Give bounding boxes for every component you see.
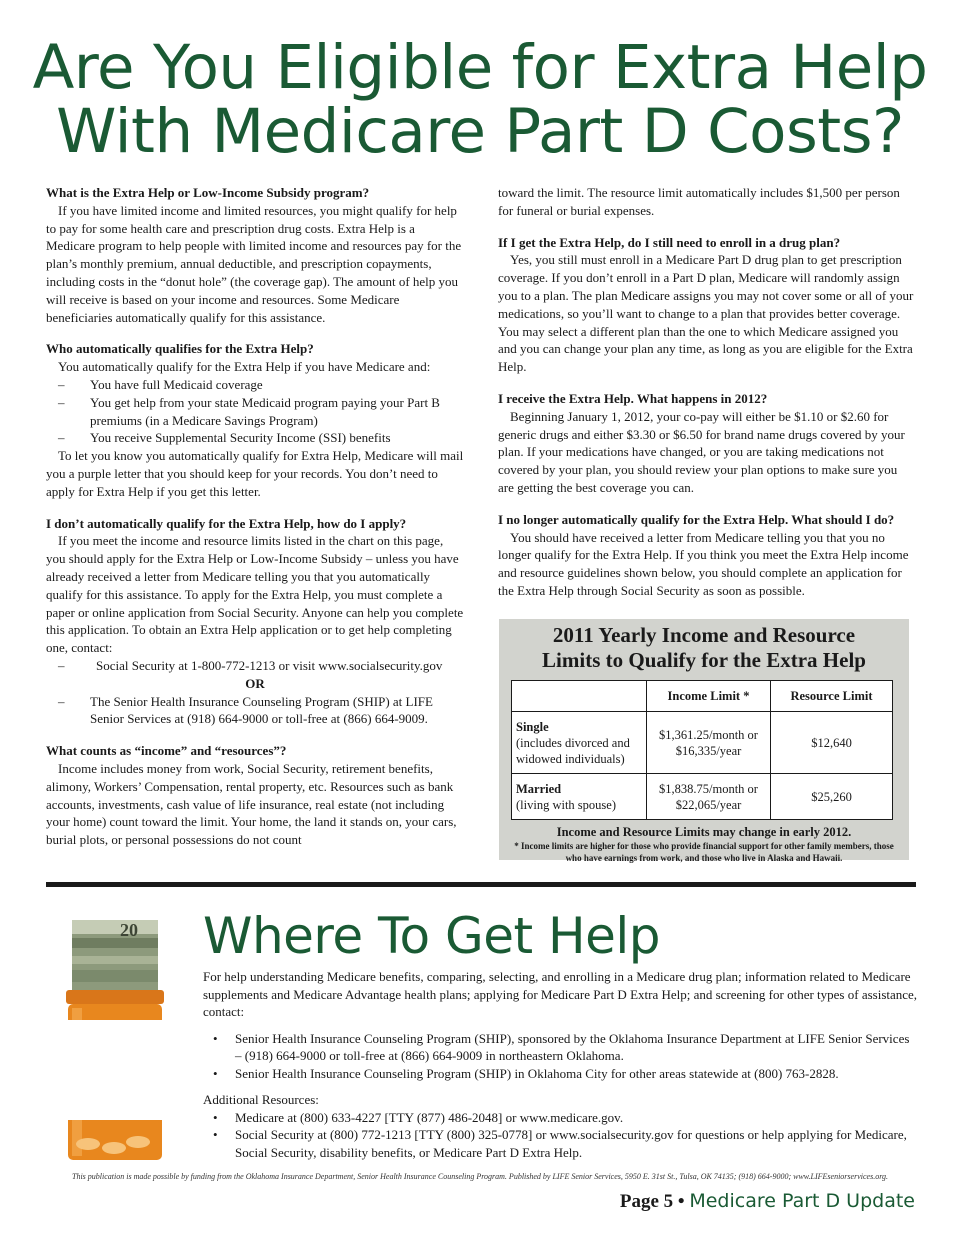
paragraph: If you have limited income and limited resources, you might qualify for help to pay for some health care and prescription drug costs. Extra Help is a Medicare program to help people with limited income and resources pay for the plan’s monthly premium, annual deductible, and prescription copayments, including costs in the “donut hole” (the coverage gap). The amount of help you will receive is based on your income and resources. Some Medicare beneficiaries automatically qualify for this assistance. — [46, 202, 462, 325]
list-item: – The Senior Health Insurance Counseling Program (SHIP) at LIFE Senior Services at (918) 664-9000 or toll-free at (866) 664-9009. — [46, 693, 464, 729]
bottle-rim — [66, 990, 164, 1004]
table-header-income: Income Limit * — [647, 681, 771, 712]
money-band — [72, 956, 158, 964]
page-footer — [620, 1188, 915, 1215]
question-heading: What is the Extra Help or Low-Income Subsidy program? — [46, 185, 370, 200]
publication-credit: This publication is made possible by funding from the Oklahoma Insurance Department, Senior Health Insurance Counseling Program. Published by LIFE Senior Services, 5950 E. 31st St., Tulsa, OK 74135; (918) 664-9000; www.LIFEseniorservices.org. — [72, 1172, 889, 1181]
page-number: Page 5 — [619, 1191, 674, 1212]
bill-denomination: 20 — [120, 920, 138, 940]
list-item: – Social Security at 1-800-772-1213 or visit www.socialsecurity.gov — [46, 657, 464, 675]
question-heading: If I get the Extra Help, do I still need to enroll in a drug plan? — [498, 234, 841, 250]
title-line-1: Are You Eligible for Extra Help — [32, 32, 928, 103]
list-item: – You get help from your state Medicaid program paying your Part B premiums (in a Medicare Savings Program) — [46, 394, 464, 430]
pill — [76, 1138, 100, 1150]
limits-table — [511, 680, 893, 820]
page-title — [0, 32, 960, 167]
question-heading: What counts as “income” and “resources”? — [46, 743, 287, 759]
income-limits-box — [499, 619, 909, 863]
pill — [126, 1136, 150, 1148]
left-column — [46, 184, 464, 849]
limits-title — [511, 623, 897, 673]
or-separator: OR — [245, 675, 265, 691]
row-label — [512, 712, 647, 774]
list-item: – You have full Medicaid coverage — [46, 376, 464, 394]
row-label — [512, 774, 647, 820]
bottle-label — [68, 1020, 162, 1120]
list-item: • Senior Health Insurance Counseling Program (SHIP), sponsored by the Oklahoma Insurance Department at LIFE Senior Services – (918) 664-9000 or toll-free at (866) 664-9009 in northeastern Oklahoma. — [203, 1030, 919, 1065]
income-cell: $1,838.75/month or $22,065/year — [647, 774, 771, 820]
help-intro: For help understanding Medicare benefits, comparing, selecting, and enrolling in a Medicare drug plan; information related to Medicare supplements and Medicare Advantage health plans; applying for Medicare Part D Extra Help; and screening for other types of assistance, contact: — [203, 969, 918, 1019]
question-heading: I no longer automatically qualify for the Extra Help. What should I do? — [498, 511, 895, 527]
resource-cell: $25,260 — [771, 774, 893, 820]
row-label-sub: (living with spouse) — [516, 797, 616, 812]
right-column — [498, 184, 916, 600]
table-header-resource: Resource Limit — [771, 681, 893, 712]
question-heading: Who automatically qualifies for the Extra Help? — [46, 341, 314, 357]
help-contacts-list — [203, 1030, 919, 1083]
income-cell: $1,361.25/month or $16,335/year — [647, 712, 771, 774]
paragraph: If you meet the income and resource limits listed in the chart on this page, you should apply for the Extra Help or Low-Income Subsidy – unless you have already received a letter from Medicare telling you that you automatically qualify for this assistance. To apply for the Extra Help, you must complete a paper or online application from Social Security. Anyone can help you complete this application. To obtain an Extra Help application or to get help completing one, contact: — [46, 533, 464, 656]
money-edge — [72, 920, 158, 934]
pill-bottle-money-image — [58, 916, 168, 1164]
paragraph: You should have received a letter from Medicare telling you that you no longer qualify for the Extra Help. If you think you meet the Extra Help income and resource guidelines shown below, you should complete an application for the Extra Help through Social Security as soon as possible. — [498, 529, 909, 598]
help-section — [203, 968, 919, 1161]
limits-note: Income and Resource Limits may change in early 2012. — [556, 825, 852, 839]
publication-name: Medicare Part D Update — [689, 1190, 915, 1212]
paragraph: You automatically qualify for the Extra Help if you have Medicare and: — [58, 359, 431, 375]
row-label-title: Married — [516, 781, 562, 796]
table-row — [512, 712, 893, 774]
limits-footnote: * Income limits are higher for those who provide financial support for other family members, those who have earnings from work, and those who live in Alaska and Hawaii. — [514, 841, 894, 863]
question-heading: I don’t automatically qualify for the Extra Help, how do I apply? — [46, 515, 407, 531]
where-to-get-help-title: Where To Get Help — [203, 907, 661, 965]
money-band — [72, 938, 158, 948]
paragraph: toward the limit. The resource limit automatically includes $1,500 per person for funeral or burial expenses. — [498, 185, 900, 218]
additional-resources-label: Additional Resources: — [203, 1092, 319, 1107]
table-row — [512, 774, 893, 820]
paragraph: Income includes money from work, Social Security, retirement benefits, alimony, Workers’ Compensation, rental property, etc. Resources such as bank accounts, investments, cash value of life insurance, real estate (not including your home) count toward the limit. Your home, the land it stands on, your cars, burial plots, or personal possessions do not count — [46, 760, 457, 848]
list-item: • Senior Health Insurance Counseling Program (SHIP) in Oklahoma City for other areas statewide at (800) 763-2828. — [203, 1065, 919, 1083]
table-header-empty — [512, 681, 647, 712]
row-label-title: Single — [516, 719, 549, 734]
additional-resources-list — [203, 1109, 919, 1162]
section-divider — [46, 882, 916, 887]
list-item: • Social Security at (800) 772-1213 [TTY (800) 325-0778] or www.socialsecurity.gov for questions or help applying for Medicare, Social Security, disability benefits, or Medicare Part D Extra Help. — [203, 1126, 919, 1161]
bullet-separator: • — [677, 1191, 685, 1212]
paragraph: Beginning January 1, 2012, your co-pay will either be $1.10 or $2.60 for generic drugs and either $3.30 or $6.50 for brand name drugs covered by your plan. If your medications have changed, or you are taking medications not covered by your plan, you should review your plan options to make sure you are getting the best coverage you can. — [498, 408, 905, 495]
title-line-2: With Medicare Part D Costs? — [56, 96, 904, 167]
list-item: – You receive Supplemental Security Income (SSI) benefits — [46, 429, 464, 447]
row-label-sub: (includes divorced and widowed individuals) — [516, 735, 630, 766]
table-header-row — [512, 681, 893, 712]
money-band — [72, 970, 158, 982]
limits-title-line-2: Limits to Qualify for the Extra Help — [542, 648, 866, 672]
paragraph: Yes, you still must enroll in a Medicare Part D drug plan to get prescription coverage. If you don’t enroll in a Part D plan, Medicare will randomly assign you to a plan. The plan Medicare assigns you may not cover some or all of your medications, so you’ll want to change to a plan that provides better coverage. You may select a different plan than the one to which Medicare assigned you and you can change your plan any time, as long as you are eligible for the Extra Help. — [498, 252, 914, 375]
limits-title-line-1: 2011 Yearly Income and Resource — [552, 623, 856, 647]
paragraph: To let you know you automatically qualify for Extra Help, Medicare will mail you a purple letter that you should keep for your records. You don’t need to apply for Extra Help if you get this letter. — [46, 448, 464, 499]
resource-cell: $12,640 — [771, 712, 893, 774]
list-item: • Medicare at (800) 633-4227 [TTY (877) 486-2048] or www.medicare.gov. — [203, 1109, 919, 1127]
question-heading: I receive the Extra Help. What happens in 2012? — [498, 390, 768, 406]
pill — [102, 1142, 126, 1154]
